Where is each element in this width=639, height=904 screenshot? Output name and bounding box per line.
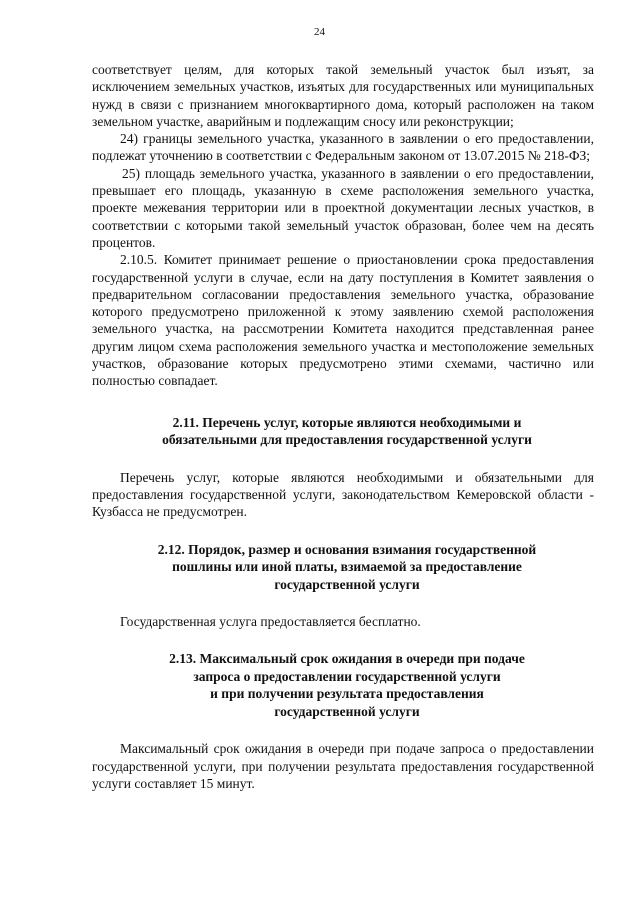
section-2-12	[92, 541, 594, 631]
section-2-13	[92, 650, 594, 792]
document-body	[92, 61, 594, 792]
heading-line: запроса о предоставлении государственной услуги	[193, 668, 501, 684]
section-2-12-body: Государственная услуга предоставляется бесплатно.	[120, 614, 421, 630]
heading-line: государственной услуги	[274, 703, 420, 719]
section-2-13-body: Максимальный срок ожидания в очереди при подаче запроса о предоставлении государственной услуги, при получении результата предоставления государственной услуги составляет 15 минут.	[92, 741, 594, 791]
paragraph-continuation: соответствует целям, для которых такой земельный участок был изъят, за исключением земельных участков, изъятых для государственных или муниципальных нужд в связи с признанием многоквартирного дома, который расположен на таком земельном участке, аварийным и подлежащим сносу или реконструкции;	[92, 62, 594, 129]
section-2-11-heading	[92, 414, 594, 449]
paragraph-2-10-5: 2.10.5. Комитет принимает решение о приостановлении срока предоставления государственной услуги в случае, если на дату поступления в Комитет заявления о предварительном согласовании предоставления земельного участка, образование которого предусмотрено приложенной к этому заявлению схемой расположения земельного участка, на рассмотрении Комитета находится представленная ранее другим лицом схема расположения земельного участка и местоположение земельных участков, образование которых предусмотрено этими схемами, частично или полностью совпадает.	[92, 252, 594, 389]
heading-line: 2.12. Порядок, размер и основания взимания государственной	[157, 541, 537, 557]
heading-line: 2.11. Перечень услуг, которые являются необходимыми и	[172, 414, 522, 430]
heading-line: пошлины или иной платы, взимаемой за предоставление	[172, 559, 522, 575]
heading-line: обязательными для предоставления государственной услуги	[162, 432, 532, 448]
paragraph-item-25: 25) площадь земельного участка, указанного в заявлении о его предоставлении, превышает его площадь, указанную в схеме расположения земельного участка, проекте межевания территории или в проектной документации лесных участков, в соответствии с которыми такой земельный участок образован, более чем на десять процентов.	[92, 165, 594, 250]
heading-line: 2.13. Максимальный срок ожидания в очереди при подаче	[169, 651, 525, 667]
section-2-11-body: Перечень услуг, которые являются необходимыми и обязательными для предоставления государственной услуги, законодательством Кемеровской области - Кузбасса не предусмотрен.	[92, 469, 594, 520]
heading-line: государственной услуги	[274, 576, 420, 592]
heading-line: и при получении результата предоставления	[210, 686, 484, 702]
paragraph-item-24: 24) границы земельного участка, указанного в заявлении о его предоставлении, подлежат уточнению в соответствии с Федеральным законом от 13.07.2015 № 218-ФЗ;	[92, 131, 594, 164]
section-2-11	[92, 414, 594, 521]
page-number: 24	[314, 26, 325, 38]
section-2-13-heading	[92, 650, 594, 720]
section-2-12-heading	[92, 541, 594, 594]
